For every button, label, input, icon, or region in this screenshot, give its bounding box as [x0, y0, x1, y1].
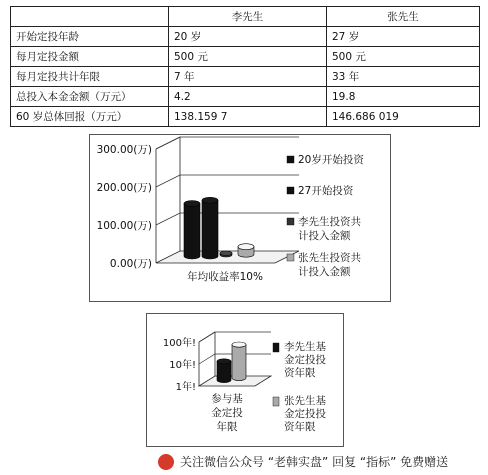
table-header-cell: 张先生	[327, 7, 480, 27]
bar	[232, 345, 246, 381]
legend-label: 资年限	[284, 421, 316, 433]
watermark-text: 关注微信公众号 “老韩实盘” 回复 “指标” 免费赠送	[180, 455, 449, 469]
y-tick-label: 100年!	[162, 338, 196, 349]
years-chart-frame	[146, 313, 344, 447]
y-tick-label: 300.00(万)	[96, 144, 152, 156]
bar-top	[220, 251, 232, 255]
legend-label: 27开始投资	[298, 185, 354, 197]
gridline	[156, 175, 299, 187]
table-row	[11, 27, 480, 47]
bar-top	[217, 359, 231, 364]
legend-label: 张先生投资共	[298, 252, 361, 264]
table-cell: 每月定投共计年限	[11, 67, 169, 87]
legend-label: 资年限	[284, 367, 316, 379]
table-cell: 开始定投年龄	[11, 27, 169, 47]
table-cell: 138.159 7	[169, 107, 327, 127]
y-tick-label: 100.00(万)	[96, 220, 152, 232]
table-cell: 7 年	[169, 67, 327, 87]
table-cell: 19.8	[327, 87, 480, 107]
table-row	[11, 67, 480, 87]
table-cell: 33 年	[327, 67, 480, 87]
table-row	[11, 47, 480, 67]
x-category-label: 年限	[216, 421, 238, 433]
table-cell: 500 元	[327, 47, 480, 67]
legend-label: 金定投投	[284, 408, 326, 420]
legend-swatch	[287, 254, 294, 261]
table-header-row	[11, 7, 480, 27]
returns-chart-frame	[89, 134, 391, 302]
x-category-label: 金定投	[211, 407, 243, 419]
legend-label: 计投入金额	[298, 266, 351, 278]
table-cell: 146.686 019	[327, 107, 480, 127]
legend-swatch	[273, 343, 279, 352]
y-tick-label: 0.00(万)	[109, 258, 152, 270]
legend-label: 金定投投	[284, 354, 326, 366]
y-tick-label: 1年!	[175, 382, 196, 393]
comparison-table	[10, 6, 480, 127]
wechat-logo-icon	[158, 454, 174, 470]
gridline	[199, 332, 271, 342]
table-row	[11, 107, 480, 127]
table-header-cell	[11, 7, 169, 27]
table-header-cell: 李先生	[169, 7, 327, 27]
bar-top	[232, 342, 246, 347]
table-cell: 500 元	[169, 47, 327, 67]
legend-label: 20岁开始投资	[298, 154, 364, 166]
legend-swatch	[287, 218, 294, 225]
watermark	[152, 448, 488, 475]
returns-chart	[90, 135, 390, 301]
legend-swatch	[287, 156, 294, 163]
bar	[217, 361, 231, 382]
years-chart	[147, 314, 343, 446]
table-cell: 4.2	[169, 87, 327, 107]
table-cell: 20 岁	[169, 27, 327, 47]
table-cell: 每月定投金额	[11, 47, 169, 67]
table-row	[11, 87, 480, 107]
bar	[184, 203, 200, 259]
x-category-label: 年均收益率10%	[187, 271, 263, 283]
table-cell: 总投入本金金额（万元）	[11, 87, 169, 107]
table-cell: 27 岁	[327, 27, 480, 47]
bar-top	[202, 197, 218, 203]
bar	[202, 200, 218, 259]
gridline	[156, 213, 299, 225]
legend-label: 李先生投资共	[298, 216, 361, 228]
bar-top	[184, 200, 200, 206]
table-cell: 60 岁总体回报（万元）	[11, 107, 169, 127]
legend-swatch	[273, 397, 279, 406]
gridline	[156, 137, 299, 149]
legend-label: 张先生基	[284, 395, 326, 407]
legend-label: 计投入金额	[298, 230, 351, 242]
y-tick-label: 200.00(万)	[96, 182, 152, 194]
legend-swatch	[287, 187, 294, 194]
x-category-label: 参与基	[211, 393, 243, 405]
bar-top	[238, 244, 254, 250]
y-tick-label: 10年!	[169, 360, 196, 371]
legend-label: 李先生基	[284, 341, 326, 353]
